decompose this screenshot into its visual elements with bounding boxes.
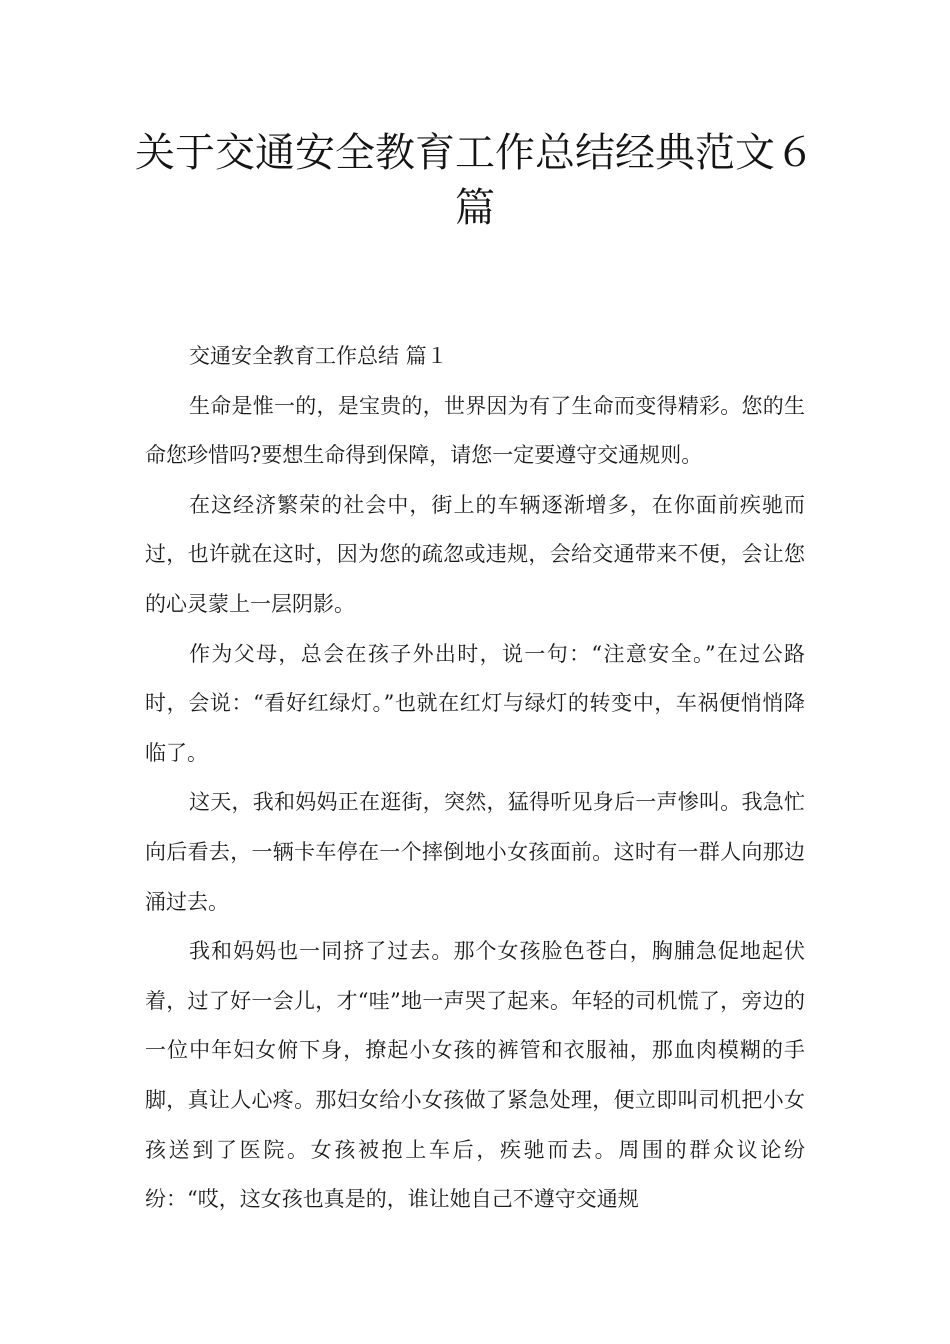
document-title: 关于交通安全教育工作总结经典范文６篇: [135, 130, 815, 231]
paragraph: 作为父母，总会在孩子外出时，说一句：“注意安全。”在过公路时，会说：“看好红绿灯。”也就在红灯与绿灯的转变中，车祸便悄悄降临了。: [145, 641, 805, 765]
paragraph: 生命是惟一的，是宝贵的，世界因为有了生命而变得精彩。您的生命您珍惜吗?要想生命得到保障，请您一定要遵守交通规则。: [145, 393, 805, 468]
document-body: [145, 332, 805, 1225]
paragraph: 这天，我和妈妈正在逛街，突然，猛得听见身后一声惨叫。我急忙向后看去，一辆卡车停在一个摔倒地小女孩面前。这时有一群人向那边涌过去。: [145, 790, 805, 914]
paragraph: 在这经济繁荣的社会中，街上的车辆逐渐增多，在你面前疾驰而过，也许就在这时，因为您的疏忽或违规，会给交通带来不便，会让您的心灵蒙上一层阴影。: [145, 492, 805, 616]
paragraph: 我和妈妈也一同挤了过去。那个女孩脸色苍白，胸脯急促地起伏着，过了好一会儿，才“哇”地一声哭了起来。年轻的司机慌了，旁边的一位中年妇女俯下身，撩起小女孩的裤管和衣服袖，那血肉模糊的手脚，真让人心疼。那妇女给小女孩做了紧急处理，便立即叫司机把小女孩送到了医院。女孩被抱上车后，疾驰而去。周围的群众议论纷纷：“哎，这女孩也真是的，谁让她自己不遵守交通规: [145, 939, 805, 1212]
section-heading: 交通安全教育工作总结 篇１: [189, 344, 448, 368]
